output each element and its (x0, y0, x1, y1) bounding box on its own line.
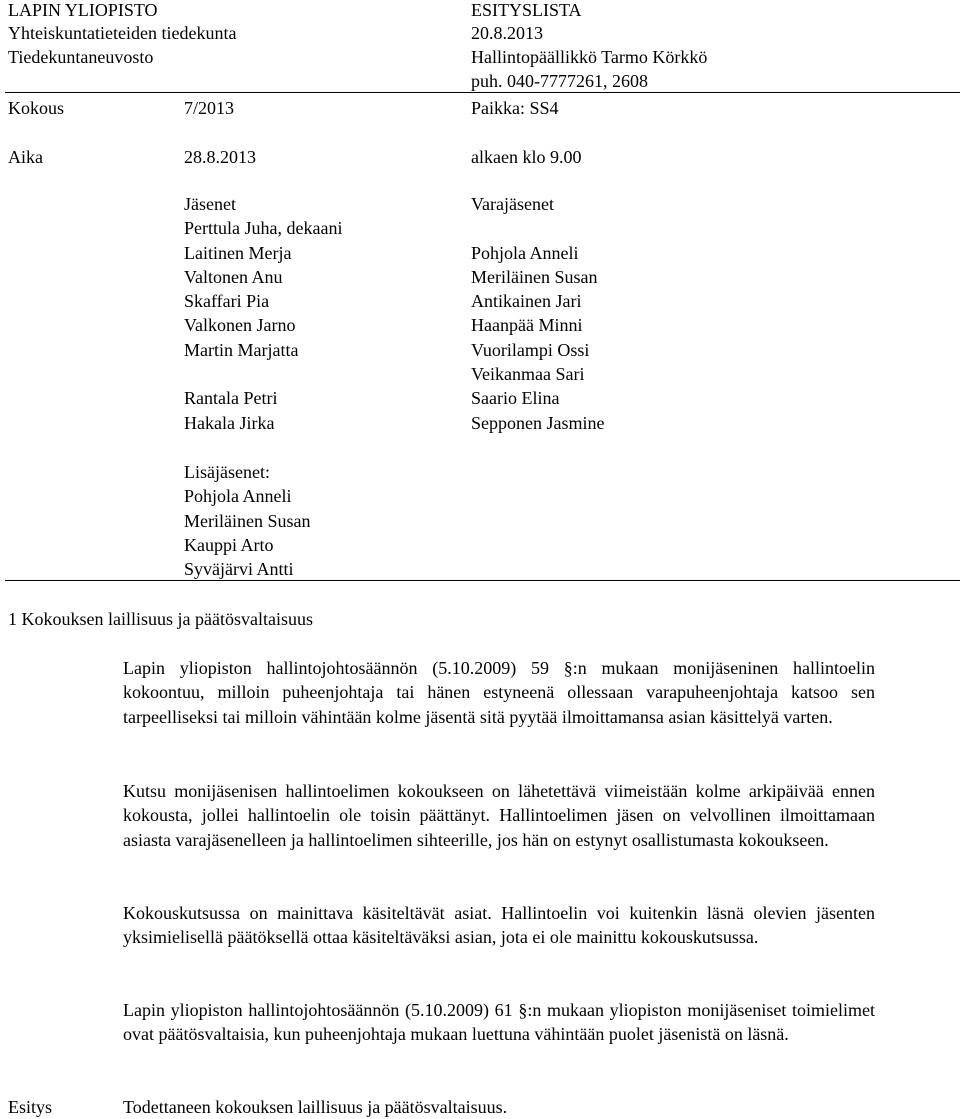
deputy-item: Veikanmaa Sari (471, 364, 585, 385)
contact-phone: puh. 040-7777261, 2608 (471, 71, 648, 91)
members-column (184, 192, 342, 435)
additional-heading: Lisäjäsenet: (184, 462, 270, 482)
deputy-item (471, 216, 604, 240)
faculty-name: Yhteiskuntatieteiden tiedekunta (8, 23, 237, 43)
deputy-item: Pohjola Anneli (471, 242, 579, 263)
deputy-item: Meriläinen Susan (471, 266, 598, 287)
contact-name: Hallintopäällikkö Tarmo Körkkö (471, 47, 708, 67)
paragraph-agenda (123, 901, 875, 950)
paragraph-quorum (123, 998, 875, 1047)
paragraph-text: Kokouskutsussa on mainittava käsiteltävät asiat. Hallintoelin voi kuitenkin läsnä olevien jäsenten yksimielisellä päätöksellä ottaa käsiteltäväksi asian, jota ei ole mainittu kokouskutsussa. (123, 903, 875, 948)
deputy-item: Vuorilampi Ossi (471, 339, 590, 360)
aika-value: 28.8.2013 (184, 147, 256, 167)
additional-members-column (184, 460, 310, 581)
member-item: Laitinen Merja (184, 242, 292, 263)
members-heading: Jäsenet (184, 194, 236, 214)
document-type: ESITYSLISTA (471, 0, 582, 20)
header-divider (5, 92, 960, 93)
member-item: Valtonen Anu (184, 266, 283, 287)
deputy-item: Antikainen Jari (471, 291, 582, 312)
deputy-item: Sepponen Jasmine (471, 412, 605, 433)
aika-label: Aika (8, 147, 43, 167)
member-item: Valkonen Jarno (184, 315, 296, 336)
members-divider (5, 580, 960, 581)
deputies-column (471, 192, 604, 435)
paragraph-text: Lapin yliopiston hallintojohtosäännön (5.10.2009) 61 §:n mukaan yliopiston monijäseniset toimielimet ovat päätösvaltaisia, kun puheenjohtaja mukaan luettuna vähintään puolet jäsenistä on läsnä. (123, 1000, 875, 1045)
meeting-start: alkaen klo 9.00 (471, 147, 582, 167)
proposal-label: Esitys (8, 1097, 53, 1117)
paragraph-invitation (123, 779, 875, 852)
paragraph-text: Lapin yliopiston hallintojohtosäännön (5.10.2009) 59 §:n mukaan monijäseninen hallintoelin kokoontuu, milloin puheenjohtaja tai hänen estyneenä ollessaan varapuheenjohtaja katsoo sen tarpeelliseksi tai milloin vähintään kolme jäsentä sitä pyytää ilmoittamansa asian käsittelyä varten. (123, 658, 875, 727)
member-item: Skaffari Pia (184, 291, 270, 312)
document-date: 20.8.2013 (471, 23, 543, 43)
deputy-item: Haanpää Minni (471, 315, 583, 336)
council-name: Tiedekuntaneuvosto (8, 47, 154, 67)
additional-item: Kauppi Arto (184, 534, 274, 555)
member-item: Perttula Juha, dekaani (184, 218, 343, 239)
paragraph-text: Kutsu monijäsenisen hallintoelimen kokoukseen on lähetettävä viimeistään kolme arkipäivää ennen kokousta, jollei hallintoelin ole toisin päättänyt. Hallintoelimen jäsen on velvollinen ilmoittamaan asiasta varajäsenelleen ja hallintoelimen sihteerille, jos hän on estynyt osallistumasta kokoukseen. (123, 781, 875, 850)
additional-item: Meriläinen Susan (184, 510, 311, 531)
proposal-text: Todettaneen kokouksen laillisuus ja päätösvaltaisuus. (123, 1097, 508, 1117)
kokous-label: Kokous (8, 98, 65, 118)
university-name: LAPIN YLIOPISTO (8, 0, 158, 20)
additional-item: Syväjärvi Antti (184, 559, 294, 580)
deputy-item: Saario Elina (471, 388, 560, 409)
section-title: 1 Kokouksen laillisuus ja päätösvaltaisuus (8, 609, 313, 629)
member-item: Martin Marjatta (184, 339, 299, 360)
additional-item: Pohjola Anneli (184, 486, 292, 507)
meeting-place: Paikka: SS4 (471, 98, 559, 118)
member-item (184, 362, 342, 386)
paragraph-meeting-rules (123, 656, 875, 729)
deputies-heading: Varajäsenet (471, 194, 554, 214)
kokous-value: 7/2013 (184, 98, 235, 118)
member-item: Hakala Jirka (184, 412, 275, 433)
member-item: Rantala Petri (184, 388, 278, 409)
